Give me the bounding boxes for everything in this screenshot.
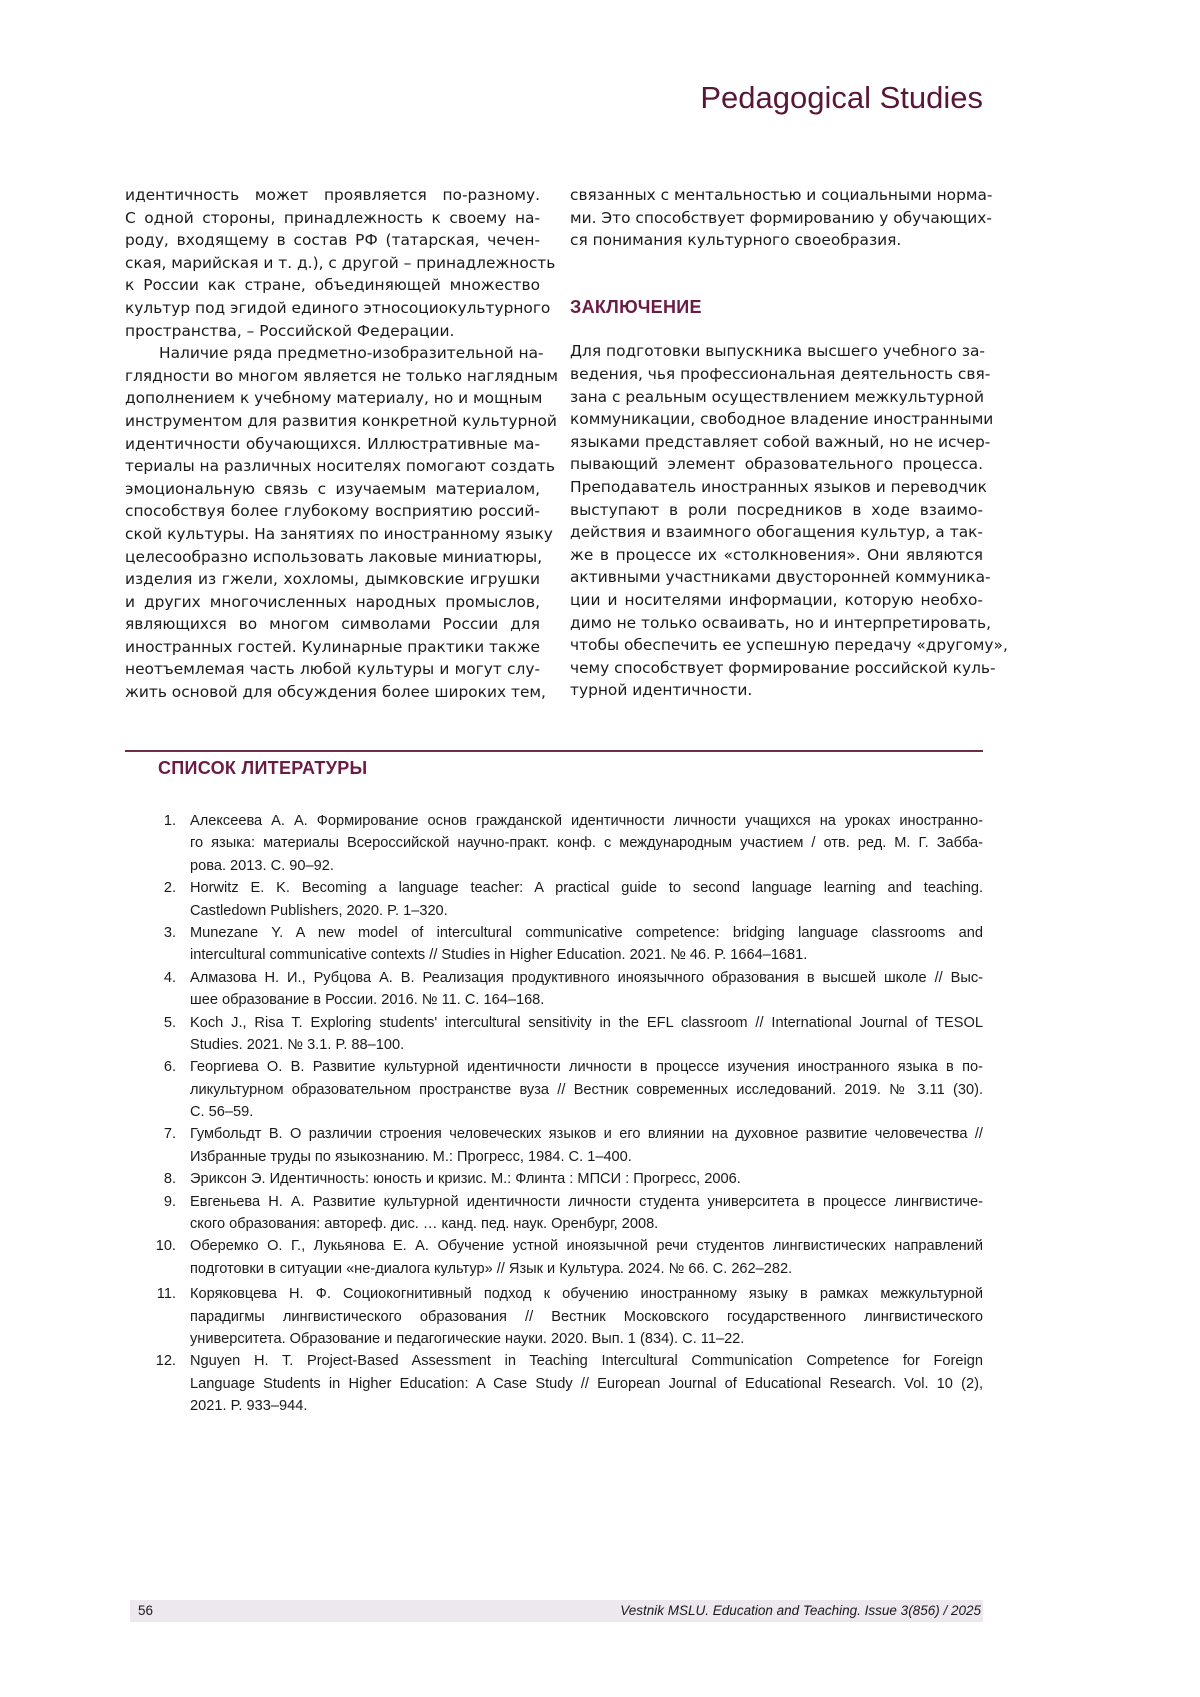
references-list bbox=[150, 810, 983, 1418]
reference-item bbox=[150, 1123, 983, 1168]
page-footer bbox=[130, 1600, 983, 1622]
reference-item bbox=[150, 1056, 983, 1123]
text-line: Language Students in Higher Education: A Case Study // European Journal of Educational Research. Vol. 10 (2), bbox=[190, 1373, 983, 1395]
reference-number: 6. bbox=[150, 1056, 176, 1078]
reference-item bbox=[150, 810, 983, 877]
reference-number: 9. bbox=[150, 1191, 176, 1213]
text-line: идентичность может проявляется по-разному. bbox=[125, 184, 540, 207]
text-line: зана с реальным осуществлением межкультурной bbox=[570, 386, 983, 409]
text-line: Horwitz E. K. Becoming a language teacher: A practical guide to second language learning and teaching. bbox=[190, 877, 983, 899]
text-line: Для подготовки выпускника высшего учебного за- bbox=[570, 340, 983, 363]
text-line: турной идентичности. bbox=[570, 679, 983, 702]
left-text-column bbox=[125, 184, 540, 704]
text-line: Гумбольдт В. О различии строения человеческих языков и его влиянии на духовное развитие человечества // bbox=[190, 1123, 983, 1145]
reference-item bbox=[150, 1168, 983, 1190]
text-line: пространства, – Российской Федерации. bbox=[125, 320, 540, 343]
reference-number: 12. bbox=[150, 1350, 176, 1372]
text-line: коммуникации, свободное владение иностранными bbox=[570, 408, 983, 431]
text-line: чтобы обеспечить ее успешную передачу «другому», bbox=[570, 634, 983, 657]
text-line: языками представляет собой важный, но не исчер- bbox=[570, 431, 983, 454]
text-line: ми. Это способствует формированию у обучающих- bbox=[570, 207, 983, 230]
reference-number: 2. bbox=[150, 877, 176, 899]
running-header-section-title: Pedagogical Studies bbox=[700, 80, 983, 116]
reference-item bbox=[150, 967, 983, 1012]
text-line: иностранных гостей. Кулинарные практики также bbox=[125, 636, 540, 659]
text-line: активными участниками двусторонней коммуника- bbox=[570, 566, 983, 589]
text-line: идентичности обучающихся. Иллюстративные ма- bbox=[125, 433, 540, 456]
text-line: глядности во многом является не только наглядным bbox=[125, 365, 540, 388]
reference-number: 5. bbox=[150, 1012, 176, 1034]
text-line: пывающий элемент образовательного процесса. bbox=[570, 453, 983, 476]
body-paragraph bbox=[125, 342, 540, 704]
text-line: подготовки в ситуации «не-диалога культур» // Язык и Культура. 2024. № 66. С. 262–282. bbox=[190, 1258, 983, 1280]
reference-item bbox=[150, 922, 983, 967]
reference-item bbox=[150, 1191, 983, 1236]
page-number: 56 bbox=[138, 1600, 153, 1622]
reference-number: 8. bbox=[150, 1168, 176, 1190]
text-line: С одной стороны, принадлежность к своему на- bbox=[125, 207, 540, 230]
text-line: С. 56–59. bbox=[190, 1101, 983, 1123]
text-line: Георгиева О. В. Развитие культурной идентичности личности в процессе изучения иностранного языка в по- bbox=[190, 1056, 983, 1078]
text-line: Nguyen H. T. Project-Based Assessment in Teaching Intercultural Communication Competence for Foreign bbox=[190, 1350, 983, 1372]
text-line: же в процессе их «столкновения». Они являются bbox=[570, 544, 983, 567]
text-line: Оберемко О. Г., Лукьянова Е. А. Обучение устной иноязычной речи студентов лингвистических направлений bbox=[190, 1235, 983, 1257]
text-line: ликультурном образовательном пространстве вуза // Вестник современных исследований. 2019. № 3.11 (30). bbox=[190, 1079, 983, 1101]
reference-item bbox=[150, 1012, 983, 1057]
text-line: ской культуры. На занятиях по иностранному языку bbox=[125, 523, 540, 546]
text-line: го языка: материалы Всероссийской научно-практ. конф. с международным участием / отв. ред. М. Г. Забба- bbox=[190, 832, 983, 854]
text-line: связанных с ментальностью и социальными норма- bbox=[570, 184, 983, 207]
reference-item bbox=[150, 1235, 983, 1280]
text-line: способствуя более глубокому восприятию россий- bbox=[125, 500, 540, 523]
conclusion-paragraph bbox=[570, 340, 983, 702]
reference-item bbox=[150, 1283, 983, 1350]
text-line: действия и взаимного обогащения культур, а так- bbox=[570, 521, 983, 544]
text-line: ции и носителями информации, которую необхо- bbox=[570, 589, 983, 612]
text-line: изделия из гжели, хохломы, дымковские игрушки bbox=[125, 568, 540, 591]
text-line: ведения, чья профессиональная деятельность свя- bbox=[570, 363, 983, 386]
reference-item bbox=[150, 1350, 983, 1417]
text-line: Castledown Publishers, 2020. P. 1–320. bbox=[190, 900, 983, 922]
reference-number: 11. bbox=[150, 1283, 176, 1305]
text-line: шее образование в России. 2016. № 11. С. 164–168. bbox=[190, 989, 983, 1011]
section-divider bbox=[125, 750, 983, 752]
text-line: териалы на различных носителях помогают создать bbox=[125, 455, 540, 478]
text-line: неотъемлемая часть любой культуры и могут слу- bbox=[125, 658, 540, 681]
text-line: роду, входящему в состав РФ (татарская, чечен- bbox=[125, 229, 540, 252]
text-line: Преподаватель иностранных языков и переводчик bbox=[570, 476, 983, 499]
text-line: ся понимания культурного своеобразия. bbox=[570, 229, 983, 252]
text-line: 2021. P. 933–944. bbox=[190, 1395, 983, 1417]
references-heading: СПИСОК ЛИТЕРАТУРЫ bbox=[158, 758, 367, 779]
text-line: Алексеева А. А. Формирование основ гражданской идентичности личности учащихся на уроках иностранно- bbox=[190, 810, 983, 832]
text-line: выступают в роли посредников в ходе взаимо- bbox=[570, 499, 983, 522]
text-line: являющихся во многом символами России для bbox=[125, 613, 540, 636]
intro-paragraph bbox=[570, 184, 983, 252]
reference-number: 4. bbox=[150, 967, 176, 989]
text-line: Koch J., Risa T. Exploring students' intercultural sensitivity in the EFL classroom // International Journal of TESOL bbox=[190, 1012, 983, 1034]
text-line: Эриксон Э. Идентичность: юность и кризис. М.: Флинта : МПСИ : Прогресс, 2006. bbox=[190, 1168, 983, 1190]
reference-number: 7. bbox=[150, 1123, 176, 1145]
conclusion-heading: ЗАКЛЮЧЕНИЕ bbox=[570, 296, 983, 319]
text-line: чему способствует формирование российской куль- bbox=[570, 657, 983, 680]
text-line: ского образования: автореф. дис. … канд. пед. наук. Оренбург, 2008. bbox=[190, 1213, 983, 1235]
text-line: Алмазова Н. И., Рубцова А. В. Реализация продуктивного иноязычного образования в высшей школе // Выс- bbox=[190, 967, 983, 989]
text-line: ская, марийская и т. д.), с другой – принадлежность bbox=[125, 252, 540, 275]
text-line: Наличие ряда предметно-изобразительной на- bbox=[125, 342, 540, 365]
text-line: целесообразно использовать лаковые миниатюры, bbox=[125, 546, 540, 569]
text-line: Избранные труды по языкознанию. М.: Прогресс, 1984. С. 1–400. bbox=[190, 1146, 983, 1168]
text-line: культур под эгидой единого этносоциокультурного bbox=[125, 297, 540, 320]
text-line: дополнением к учебному материалу, но и мощным bbox=[125, 387, 540, 410]
text-line: к России как стране, объединяющей множество bbox=[125, 274, 540, 297]
reference-number: 10. bbox=[150, 1235, 176, 1257]
reference-number: 3. bbox=[150, 922, 176, 944]
text-line: рова. 2013. С. 90–92. bbox=[190, 855, 983, 877]
text-line: Коряковцева Н. Ф. Социокогнитивный подход к обучению иностранному языку в рамках межкультурной bbox=[190, 1283, 983, 1305]
right-text-column bbox=[570, 184, 983, 702]
journal-issue: Vestnik MSLU. Education and Teaching. Issue 3(856) / 2025 bbox=[620, 1600, 981, 1622]
reference-number: 1. bbox=[150, 810, 176, 832]
text-line: инструментом для развития конкретной культурной bbox=[125, 410, 540, 433]
text-line: Studies. 2021. № 3.1. P. 88–100. bbox=[190, 1034, 983, 1056]
text-line: эмоциональную связь с изучаемым материалом, bbox=[125, 478, 540, 501]
body-paragraph bbox=[125, 184, 540, 342]
text-line: парадигмы лингвистического образования // Вестник Московского государственного лингвистического bbox=[190, 1306, 983, 1328]
text-line: университета. Образование и педагогические науки. 2020. Вып. 1 (834). С. 11–22. bbox=[190, 1328, 983, 1350]
text-line: Munezane Y. A new model of intercultural communicative competence: bridging language classrooms and bbox=[190, 922, 983, 944]
text-line: димо не только осваивать, но и интерпретировать, bbox=[570, 612, 983, 635]
text-line: Евгеньева Н. А. Развитие культурной идентичности личности студента университета в процессе лингвистиче- bbox=[190, 1191, 983, 1213]
text-line: и других многочисленных народных промыслов, bbox=[125, 591, 540, 614]
text-line: intercultural communicative contexts // Studies in Higher Education. 2021. № 46. P. 1664–1681. bbox=[190, 944, 983, 966]
text-line: жить основой для обсуждения более широких тем, bbox=[125, 681, 540, 704]
reference-item bbox=[150, 877, 983, 922]
